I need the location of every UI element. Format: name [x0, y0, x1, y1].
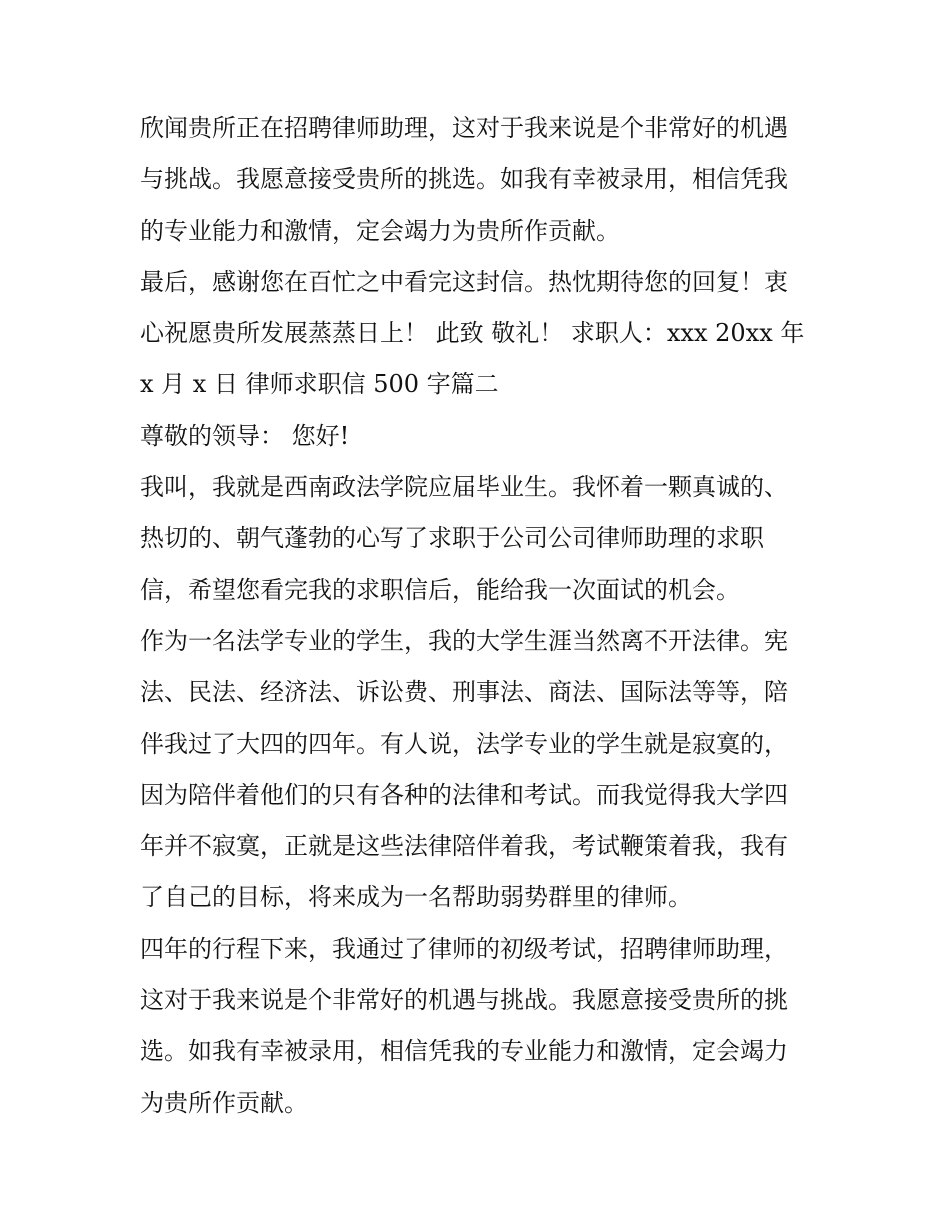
text-line: 伴我过了大四的四年。有人说，法学专业的学生就是寂寞的， — [140, 729, 788, 758]
text-line: 与挑战。我愿意接受贵所的挑选。如我有幸被录用，相信凭我 — [140, 165, 788, 194]
text-line: 四年的行程下来，我通过了律师的初级考试，招聘律师助理， — [140, 934, 788, 963]
text-line: 为贵所作贡献。 — [140, 1088, 308, 1117]
document-body — [140, 103, 815, 1129]
text-line: 心祝愿贵所发展蒸蒸日上！ 此致 敬礼！ 求职人：xxx 20xx 年 — [140, 319, 805, 348]
text-line: 作为一名法学专业的学生，我的大学生涯当然离不开法律。宪 — [140, 626, 788, 655]
text-line: 热切的、朝气蓬勃的心写了求职于公司公司律师助理的求职 — [140, 524, 764, 553]
text-line: 信，希望您看完我的求职信后，能给我一次面试的机会。 — [140, 575, 740, 604]
text-line: 因为陪伴着他们的只有各种的法律和考试。而我觉得我大学四 — [140, 780, 788, 809]
text-line: 法、民法、经济法、诉讼费、刑事法、商法、国际法等等，陪 — [140, 678, 788, 707]
text-line: 我叫，我就是西南政法学院应届毕业生。我怀着一颗真诚的、 — [140, 473, 788, 502]
text-line: 最后，感谢您在百忙之中看完这封信。热忱期待您的回复！衷 — [140, 267, 788, 296]
text-line: 选。如我有幸被录用，相信凭我的专业能力和激情，定会竭力 — [140, 1037, 788, 1066]
text-line: 尊敬的领导： 您好! — [140, 421, 350, 450]
text-line: x 月 x 日 律师求职信 500 字篇二 — [140, 370, 499, 399]
text-line: 的专业能力和激情，定会竭力为贵所作贡献。 — [140, 216, 620, 245]
text-line: 欣闻贵所正在招聘律师助理，这对于我来说是个非常好的机遇 — [140, 114, 788, 142]
text-line: 了自己的目标，将来成为一名帮助弱势群里的律师。 — [140, 883, 692, 912]
text-line: 年并不寂寞，正就是这些法律陪伴着我，考试鞭策着我，我有 — [140, 832, 788, 861]
text-line: 这对于我来说是个非常好的机遇与挑战。我愿意接受贵所的挑 — [140, 986, 788, 1015]
